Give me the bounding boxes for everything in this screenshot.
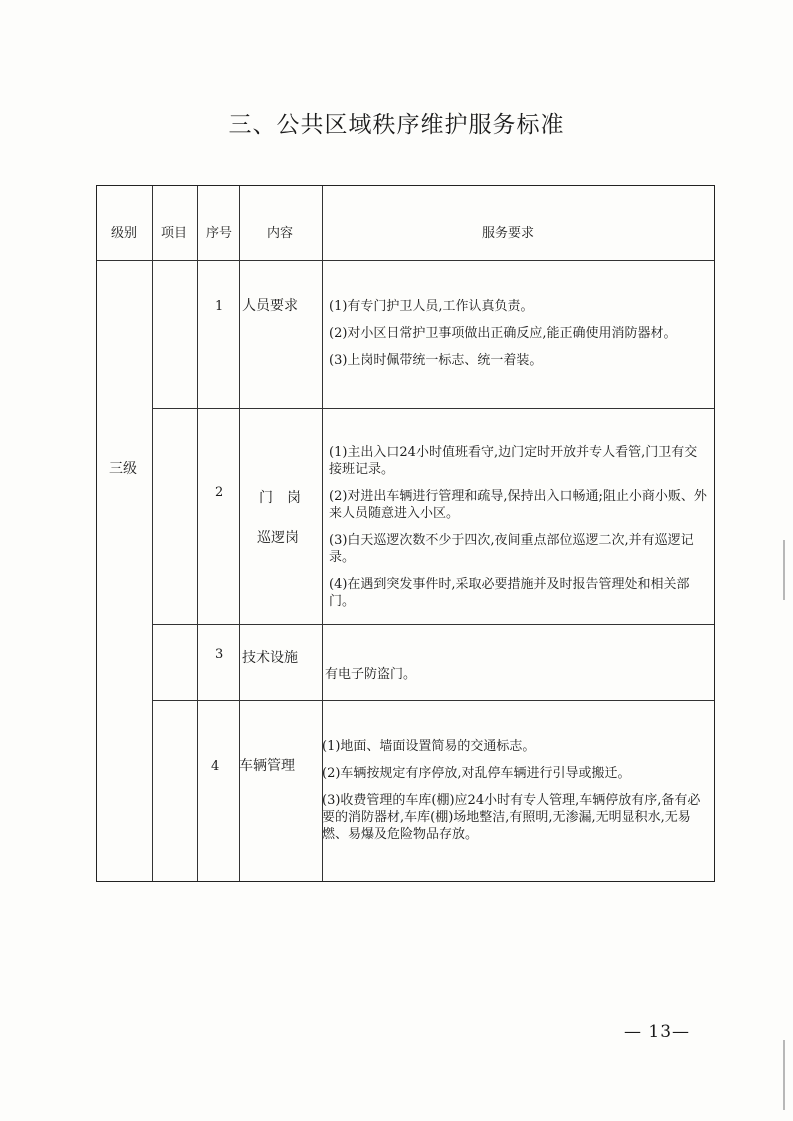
- row-4-seq: 4: [211, 759, 220, 774]
- row-4-requirements: [322, 738, 707, 853]
- requirement-item: (3)收费管理的车库(棚)应24小时有专人管理,车辆停放有序,备有必要的消防器材,车库(棚)场地整洁,有照明,无渗漏,无明显积水,无易燃、易爆及危险物品存放。: [322, 793, 701, 842]
- level-cell: 三级: [109, 461, 137, 477]
- requirement-item: (3)上岗时佩带统一标志、统一着装。: [329, 353, 543, 368]
- requirement-item: (1)地面、墙面设置简易的交通标志。: [322, 739, 536, 754]
- row-3-content: 技术设施: [242, 650, 298, 666]
- row-2-content-line-1: 门 岗: [259, 490, 301, 506]
- requirement-item: (2)对小区日常护卫事项做出正确反应,能正确使用消防器材。: [329, 326, 677, 341]
- row-2-requirements: [329, 444, 707, 620]
- col-divider-item: [197, 186, 198, 881]
- col-divider-level: [152, 186, 153, 881]
- page-number: — 13—: [624, 1022, 691, 1042]
- row-divider-3: [152, 700, 714, 701]
- page-title: 三、公共区域秩序维护服务标准: [228, 112, 565, 138]
- row-2-seq: 2: [215, 485, 224, 500]
- row-2-content-line-2: 巡逻岗: [257, 530, 299, 546]
- col-divider-seq: [239, 186, 240, 881]
- header-content: 内容: [267, 226, 294, 241]
- header-item: 项目: [161, 226, 188, 241]
- requirement-item: (1)有专门护卫人员,工作认真负责。: [329, 299, 534, 314]
- header-requirement: 服务要求: [482, 226, 535, 241]
- row-3-seq: 3: [215, 647, 224, 662]
- header-level: 级别: [111, 226, 138, 241]
- requirement-item: (3)白天巡逻次数不少于四次,夜间重点部位巡逻二次,并有巡逻记录。: [329, 533, 694, 565]
- row-divider-1: [152, 408, 714, 409]
- service-standard-table: [96, 185, 715, 882]
- row-1-content: 人员要求: [242, 298, 298, 314]
- row-3-requirements: [325, 666, 707, 693]
- header-seq: 序号: [206, 226, 233, 241]
- header-divider: [97, 260, 714, 261]
- row-4-content: 车辆管理: [239, 758, 295, 774]
- scan-edge-mark: [783, 1040, 785, 1110]
- requirement-item: (2)对进出车辆进行管理和疏导,保持出入口畅通;阻止小商小贩、外来人员随意进入小区。: [329, 489, 707, 521]
- requirement-item: (4)在遇到突发事件时,采取必要措施并及时报告管理处和相关部门。: [329, 577, 690, 609]
- requirement-item: (1)主出入口24小时值班看守,边门定时开放并专人看管,门卫有交接班记录。: [329, 445, 698, 477]
- row-divider-2: [152, 624, 714, 625]
- requirement-item: 有电子防盗门。: [325, 667, 417, 682]
- row-1-seq: 1: [215, 299, 224, 314]
- row-1-requirements: [329, 298, 707, 379]
- requirement-item: (2)车辆按规定有序停放,对乱停车辆进行引导或搬迁。: [322, 766, 631, 781]
- scan-edge-mark: [783, 540, 785, 600]
